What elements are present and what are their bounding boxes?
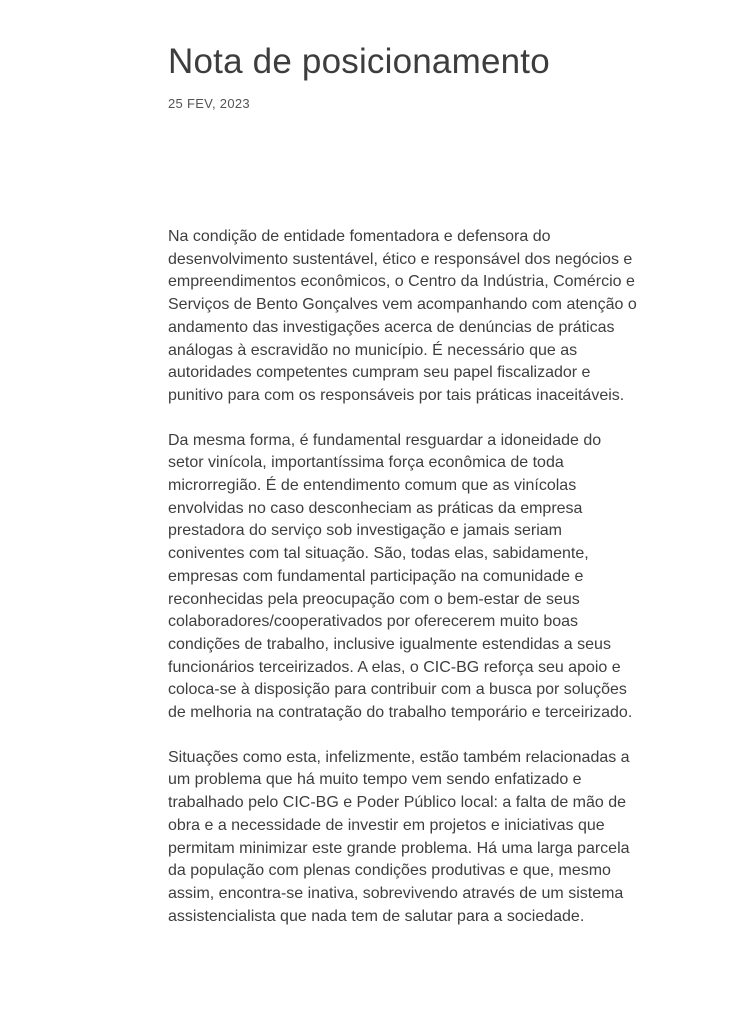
- page-title: Nota de posicionamento: [168, 42, 550, 81]
- article-paragraph: Na condição de entidade fomentadora e defensora do desenvolvimento sustentável, ético e responsável dos negócios e empreendimentos econômicos, o Centro da Indústria, Comércio e Serviços de Bento Gonçalves vem acompanhando com atenção o andamento das investigações acerca de denúncias de práticas análogas à escravidão no município. É necessário que as autoridades competentes cumpram seu papel fiscalizador e punitivo para com os responsáveis por tais práticas inaceitáveis.: [168, 228, 637, 404]
- article-paragraph: Da mesma forma, é fundamental resguardar a idoneidade do setor vinícola, importantíssima força econômica de toda microrregião. É de entendimento comum que as vinícolas envolvidas no caso desconheciam as práticas da empresa prestadora do serviço sob investigação e jamais seriam coniventes com tal situação. São, todas elas, sabidamente, empresas com fundamental participação na comunidade e reconhecidas pela preocupação com o bem-estar de seus colaboradores/cooperativados por oferecerem muito boas condições de trabalho, inclusive igualmente estendidas a seus funcionários terceirizados. A elas, o CIC-BG reforça seu apoio e coloca-se à disposição para contribuir com a busca por soluções de melhoria na contratação do trabalho temporário e terceirizado.: [168, 431, 633, 722]
- publication-date: 25 FEV, 2023: [168, 96, 250, 111]
- article: [168, 40, 638, 950]
- article-paragraph: Situações como esta, infelizmente, estão também relacionadas a um problema que há muito tempo vem sendo enfatizado e trabalhado pelo CIC-BG e Poder Público local: a falta de mão de obra e a necessidade de investir em projetos e iniciativas que permitam minimizar este grande problema. Há uma larga parcela da população com plenas condições produtivas e que, mesmo assim, encontra-se inativa, sobrevivendo através de um sistema assistencialista que nada tem de salutar para a sociedade.: [168, 748, 630, 925]
- article-body: [168, 226, 638, 928]
